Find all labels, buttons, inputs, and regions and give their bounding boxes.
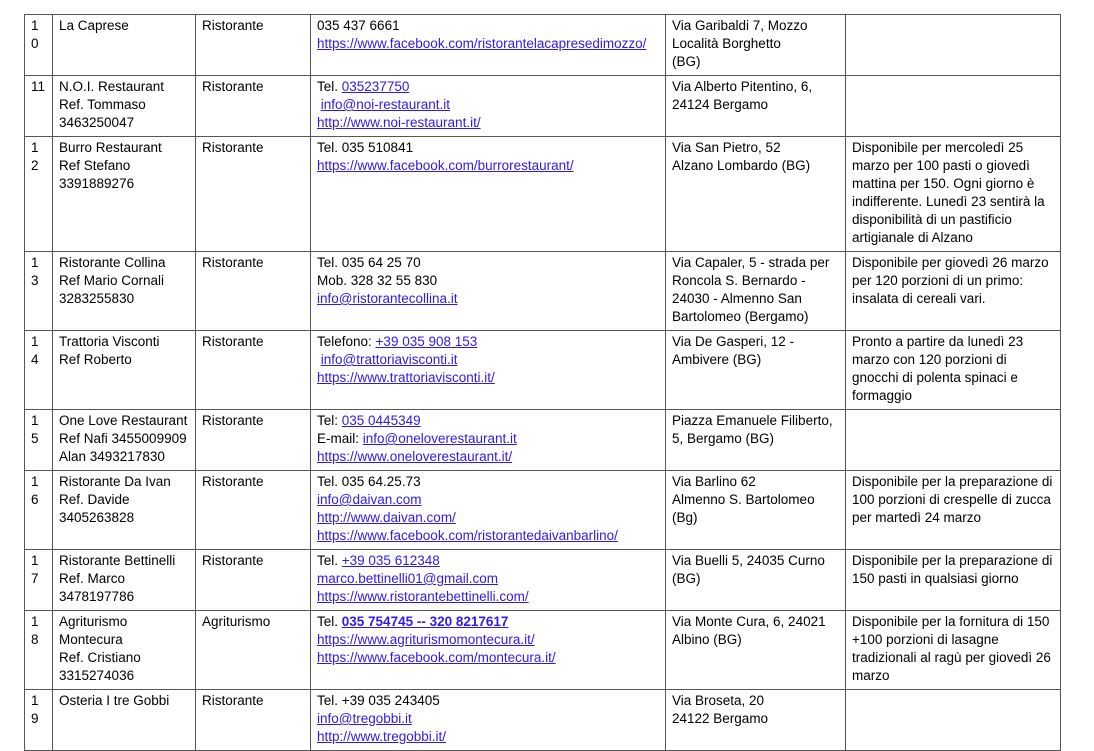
name-line: One Love Restaurant bbox=[59, 413, 188, 428]
contact-line bbox=[317, 473, 659, 491]
contact-label: Tel. bbox=[317, 553, 342, 568]
name-line: Trattoria Visconti bbox=[59, 334, 160, 349]
address-line: Via Monte Cura, 6, 24021 bbox=[672, 614, 826, 629]
contact-line bbox=[317, 448, 659, 466]
name-cell bbox=[53, 76, 196, 137]
name-cell bbox=[53, 471, 196, 550]
row-number-cell: 15 bbox=[25, 410, 53, 471]
availability-note-cell bbox=[846, 252, 1061, 331]
type-cell: Ristorante bbox=[196, 410, 311, 471]
contact-label: Tel. bbox=[317, 614, 342, 629]
availability-note-cell bbox=[846, 410, 1061, 471]
contact-line bbox=[317, 631, 659, 649]
availability-note-cell bbox=[846, 76, 1061, 137]
contact-label: Tel. +39 035 243405 bbox=[317, 693, 440, 708]
contact-line bbox=[317, 254, 659, 272]
availability-note: Disponibile per la preparazione di 150 pasti in qualsiasi giorno bbox=[852, 553, 1053, 586]
contact-line bbox=[317, 333, 659, 351]
name-line: 3478197786 bbox=[59, 589, 135, 604]
address-line: Bartolomeo (Bergamo) bbox=[672, 309, 809, 324]
type-cell: Agriturismo bbox=[196, 611, 311, 690]
url-link[interactable]: https://www.oneloverestaurant.it/ bbox=[317, 449, 513, 464]
url-link[interactable]: https://www.facebook.com/ristorantelacapresedimozzo/ bbox=[317, 36, 647, 51]
address-line: Via San Pietro, 52 bbox=[672, 140, 781, 155]
phone-link[interactable]: 035237750 bbox=[341, 79, 410, 94]
restaurant-table-body bbox=[25, 15, 1061, 751]
table-row bbox=[25, 137, 1061, 252]
row-number-cell: 19 bbox=[25, 690, 53, 751]
contact-label: Tel: bbox=[317, 413, 342, 428]
address-line: (Bg) bbox=[672, 510, 698, 525]
address-cell bbox=[666, 137, 846, 252]
address-cell bbox=[666, 252, 846, 331]
url-link[interactable]: https://www.trattoriavisconti.it/ bbox=[317, 370, 495, 385]
contact-label: Mob. 328 32 55 830 bbox=[317, 273, 438, 288]
name-line: Ref. Tommaso bbox=[59, 97, 146, 112]
row-number-cell: 17 bbox=[25, 550, 53, 611]
contact-label: Tel. 035 64 25 70 bbox=[317, 255, 421, 270]
name-line: Ref Nafi 3455009909 bbox=[59, 431, 187, 446]
address-cell bbox=[666, 611, 846, 690]
contact-line bbox=[317, 78, 659, 96]
table-row bbox=[25, 690, 1061, 751]
availability-note-cell bbox=[846, 15, 1061, 76]
table-row bbox=[25, 550, 1061, 611]
availability-note: Disponibile per giovedì 26 marzo per 120 porzioni di un primo: insalata di cereali vari. bbox=[852, 255, 1049, 306]
contact-line bbox=[317, 139, 659, 157]
url-link[interactable]: https://www.facebook.com/montecura.it/ bbox=[317, 650, 556, 665]
address-cell bbox=[666, 550, 846, 611]
address-line: 24030 - Almenno San bbox=[672, 291, 802, 306]
contact-line bbox=[317, 570, 659, 588]
row-number-cell: 10 bbox=[25, 15, 53, 76]
url-link[interactable]: https://www.facebook.com/burrorestaurant/ bbox=[317, 158, 574, 173]
table-row bbox=[25, 76, 1061, 137]
address-cell bbox=[666, 690, 846, 751]
address-line: (BG) bbox=[672, 54, 701, 69]
url-link[interactable]: http://www.daivan.com/ bbox=[317, 510, 456, 525]
contact-cell bbox=[311, 471, 666, 550]
phone-link[interactable]: +39 035 908 153 bbox=[375, 334, 478, 349]
contact-line bbox=[317, 527, 659, 545]
contact-line bbox=[317, 710, 659, 728]
table-row bbox=[25, 471, 1061, 550]
name-line: 3315274036 bbox=[59, 668, 135, 683]
name-line: Ref. Marco bbox=[59, 571, 126, 586]
contact-line bbox=[317, 588, 659, 606]
address-line: Alzano Lombardo (BG) bbox=[672, 158, 811, 173]
contact-line bbox=[317, 430, 659, 448]
phone-link[interactable]: 035 0445349 bbox=[341, 413, 421, 428]
address-line: Via Barlino 62 bbox=[672, 474, 756, 489]
address-line: Almenno S. Bartolomeo bbox=[672, 492, 815, 507]
name-line: La Caprese bbox=[59, 18, 129, 33]
contact-cell bbox=[311, 550, 666, 611]
contact-label: E-mail: bbox=[317, 431, 363, 446]
name-cell bbox=[53, 550, 196, 611]
name-line: Alan 3493217830 bbox=[59, 449, 165, 464]
row-number-cell: 16 bbox=[25, 471, 53, 550]
name-line: Agriturismo bbox=[59, 614, 128, 629]
contact-cell bbox=[311, 15, 666, 76]
address-line: Località Borghetto bbox=[672, 36, 781, 51]
name-line: Ref. Cristiano bbox=[59, 650, 141, 665]
contact-line bbox=[317, 290, 659, 308]
url-link[interactable]: http://www.tregobbi.it/ bbox=[317, 729, 447, 744]
name-line: Burro Restaurant bbox=[59, 140, 162, 155]
phone-link[interactable]: +39 035 612348 bbox=[341, 553, 440, 568]
address-cell bbox=[666, 410, 846, 471]
url-link[interactable]: https://www.agriturismomontecura.it/ bbox=[317, 632, 535, 647]
contact-line bbox=[317, 157, 659, 175]
availability-note-cell bbox=[846, 550, 1061, 611]
address-line: Albino (BG) bbox=[672, 632, 742, 647]
name-line: Ref Stefano bbox=[59, 158, 131, 173]
name-line: 3405263828 bbox=[59, 510, 135, 525]
name-line: 3283255830 bbox=[59, 291, 135, 306]
row-number-cell: 13 bbox=[25, 252, 53, 331]
contact-line bbox=[317, 35, 659, 53]
restaurant-contacts-table bbox=[24, 14, 1061, 751]
type-cell: Ristorante bbox=[196, 76, 311, 137]
contact-line bbox=[317, 649, 659, 667]
address-line: Via Broseta, 20 bbox=[672, 693, 765, 708]
email-link[interactable]: info@tregobbi.it bbox=[317, 711, 412, 726]
contact-line bbox=[317, 17, 659, 35]
name-cell bbox=[53, 15, 196, 76]
contact-cell bbox=[311, 76, 666, 137]
email-link[interactable]: info@ristorantecollina.it bbox=[317, 291, 458, 306]
address-line: Via De Gasperi, 12 - bbox=[672, 334, 795, 349]
contact-line bbox=[317, 412, 659, 430]
email-link[interactable]: info@oneloverestaurant.it bbox=[362, 431, 517, 446]
contact-line bbox=[317, 369, 659, 387]
email-link[interactable]: info@noi-restaurant.it bbox=[320, 97, 451, 112]
contact-line bbox=[317, 96, 659, 114]
address-line: Via Buelli 5, 24035 Curno bbox=[672, 553, 825, 568]
contact-line bbox=[317, 552, 659, 570]
name-cell bbox=[53, 252, 196, 331]
address-line: Via Alberto Pitentino, 6, bbox=[672, 79, 813, 94]
type-cell: Ristorante bbox=[196, 331, 311, 410]
name-line: Ristorante Bettinelli bbox=[59, 553, 176, 568]
address-cell bbox=[666, 76, 846, 137]
availability-note: Disponibile per la preparazione di 100 porzioni di crespelle di zucca per martedì 24 marzo bbox=[852, 474, 1053, 525]
contact-label: Tel. bbox=[317, 79, 342, 94]
email-link[interactable]: info@trattoriavisconti.it bbox=[320, 352, 458, 367]
name-line: 3391889276 bbox=[59, 176, 135, 191]
name-line: Montecura bbox=[59, 632, 123, 647]
row-number-cell: 11 bbox=[25, 76, 53, 137]
name-line: Ref Roberto bbox=[59, 352, 132, 367]
availability-note-cell bbox=[846, 611, 1061, 690]
availability-note-cell bbox=[846, 471, 1061, 550]
address-line: 24124 Bergamo bbox=[672, 97, 769, 112]
contact-cell bbox=[311, 137, 666, 252]
address-cell bbox=[666, 331, 846, 410]
table-row bbox=[25, 410, 1061, 471]
contact-cell bbox=[311, 410, 666, 471]
contact-line bbox=[317, 351, 659, 369]
address-line: Via Capaler, 5 - strada per bbox=[672, 255, 830, 270]
row-number-cell: 18 bbox=[25, 611, 53, 690]
availability-note: Pronto a partire da lunedì 23 marzo con 120 porzioni di gnocchi di polenta spinaci e formaggio bbox=[852, 334, 1024, 403]
address-line: 24122 Bergamo bbox=[672, 711, 769, 726]
name-cell bbox=[53, 611, 196, 690]
contact-label: 035 437 6661 bbox=[317, 18, 400, 33]
contact-label: Telefono: bbox=[317, 334, 376, 349]
address-cell bbox=[666, 15, 846, 76]
contact-label: Tel. 035 64.25.73 bbox=[317, 474, 421, 489]
contact-cell bbox=[311, 331, 666, 410]
name-cell bbox=[53, 137, 196, 252]
type-cell: Ristorante bbox=[196, 15, 311, 76]
contact-label: Tel. 035 510841 bbox=[317, 140, 414, 155]
contact-line bbox=[317, 509, 659, 527]
name-line: 3463250047 bbox=[59, 115, 135, 130]
name-cell bbox=[53, 331, 196, 410]
url-link[interactable]: http://www.noi-restaurant.it/ bbox=[317, 115, 481, 130]
table-row bbox=[25, 15, 1061, 76]
availability-note-cell bbox=[846, 331, 1061, 410]
type-cell: Ristorante bbox=[196, 550, 311, 611]
name-line: Osteria I tre Gobbi bbox=[59, 693, 170, 708]
table-row bbox=[25, 252, 1061, 331]
contact-line bbox=[317, 491, 659, 509]
type-cell: Ristorante bbox=[196, 471, 311, 550]
type-cell: Ristorante bbox=[196, 690, 311, 751]
url-link[interactable]: https://www.facebook.com/ristorantedaivanbarlino/ bbox=[317, 528, 618, 543]
name-line: Ristorante Da Ivan bbox=[59, 474, 171, 489]
email-link[interactable]: marco.bettinelli01@gmail.com bbox=[317, 571, 499, 586]
name-line: Ref. Davide bbox=[59, 492, 130, 507]
address-line: Ambivere (BG) bbox=[672, 352, 762, 367]
row-number-cell: 12 bbox=[25, 137, 53, 252]
contact-cell bbox=[311, 690, 666, 751]
contact-cell bbox=[311, 252, 666, 331]
contact-line bbox=[317, 613, 659, 631]
availability-note-cell bbox=[846, 137, 1061, 252]
address-line: (BG) bbox=[672, 571, 701, 586]
address-cell bbox=[666, 471, 846, 550]
name-cell bbox=[53, 690, 196, 751]
address-line: Roncola S. Bernardo - bbox=[672, 273, 806, 288]
type-cell: Ristorante bbox=[196, 252, 311, 331]
address-line: Via Garibaldi 7, Mozzo bbox=[672, 18, 808, 33]
availability-note-cell bbox=[846, 690, 1061, 751]
name-line: Ristorante Collina bbox=[59, 255, 166, 270]
name-line: N.O.I. Restaurant bbox=[59, 79, 165, 94]
address-line: Piazza Emanuele Filiberto, bbox=[672, 413, 833, 428]
contact-line bbox=[317, 692, 659, 710]
contact-line bbox=[317, 272, 659, 290]
row-number-cell: 14 bbox=[25, 331, 53, 410]
type-cell: Ristorante bbox=[196, 137, 311, 252]
address-line: 5, Bergamo (BG) bbox=[672, 431, 775, 446]
phone-link[interactable]: 035 754745 -- 320 8217617 bbox=[341, 614, 509, 629]
url-link[interactable]: https://www.ristorantebettinelli.com/ bbox=[317, 589, 529, 604]
availability-note: Disponibile per la fornitura di 150 +100 porzioni di lasagne tradizionali al ragù per giovedì 26 marzo bbox=[852, 614, 1051, 683]
name-line: Ref Mario Cornali bbox=[59, 273, 165, 288]
contact-line bbox=[317, 114, 659, 132]
contact-cell bbox=[311, 611, 666, 690]
email-link[interactable]: info@daivan.com bbox=[317, 492, 422, 507]
table-row bbox=[25, 611, 1061, 690]
name-cell bbox=[53, 410, 196, 471]
table-row bbox=[25, 331, 1061, 410]
contact-line bbox=[317, 728, 659, 746]
availability-note: Disponibile per mercoledì 25 marzo per 100 pasti o giovedì mattina per 150. Ogni giorno è indifferente. Lunedì 23 sentirà la disponibilità di un pastificio artigianale di Alzano bbox=[852, 140, 1045, 245]
